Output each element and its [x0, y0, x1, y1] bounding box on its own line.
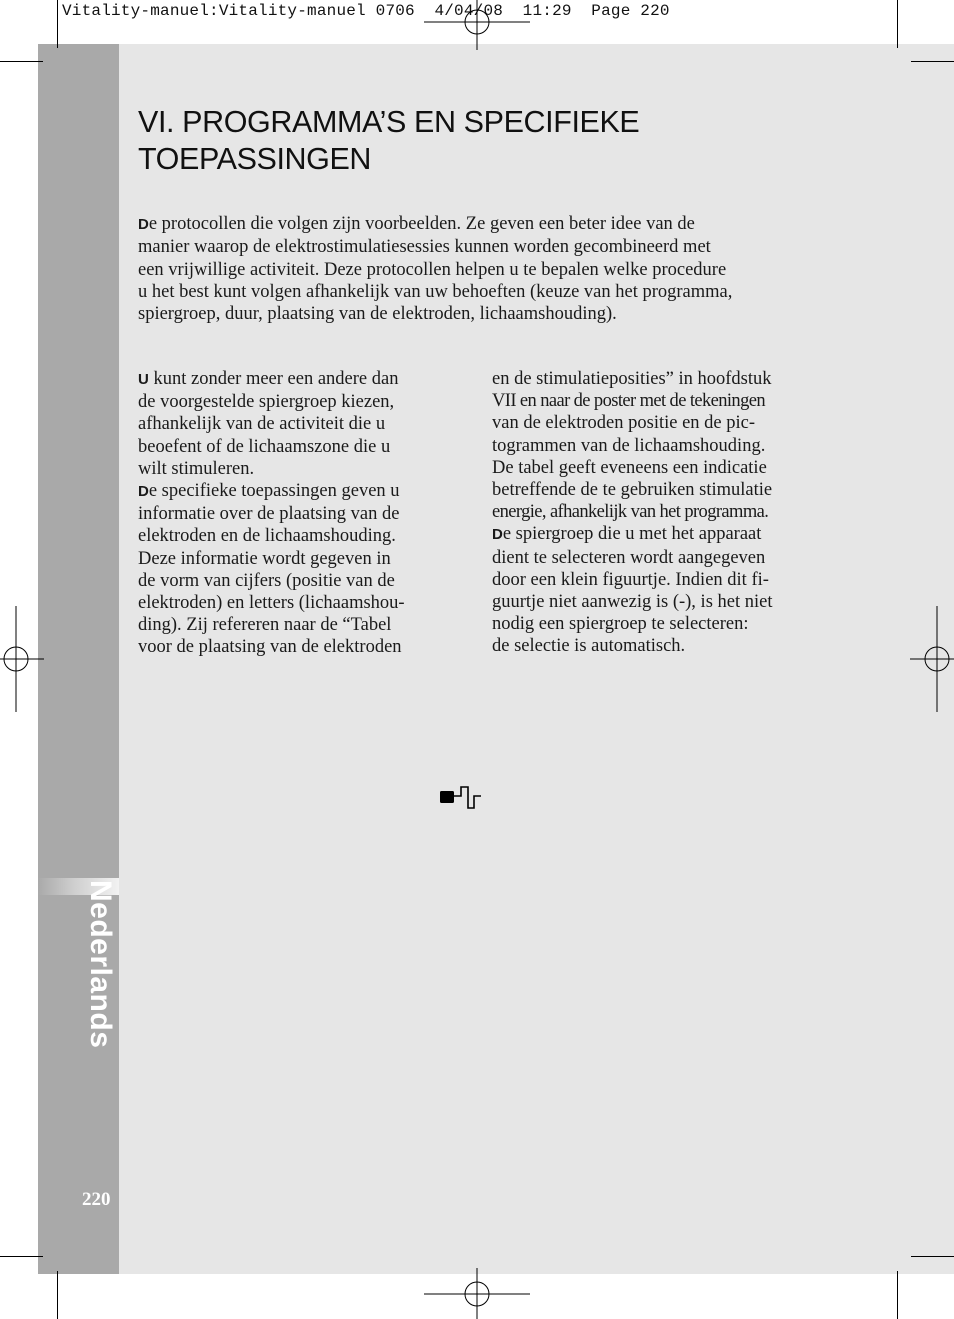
intro-dropcap: D [138, 216, 149, 233]
body-line: voor de plaatsing van de elektroden [138, 637, 402, 658]
language-label [57, 880, 117, 1060]
body-line: van de elektroden positie en de pic- [492, 413, 756, 434]
registration-mark-icon [424, 0, 530, 50]
body-line: e specifieke toepassingen geven u [148, 481, 400, 502]
body-line: de vorm van cijfers (positie van de [138, 570, 395, 591]
crop-mark [911, 61, 954, 62]
body-line: beoefent of de lichaamszone die u [138, 436, 391, 457]
registration-mark-icon [910, 606, 954, 712]
right-para2-dropcap: D [492, 526, 503, 544]
body-line: ding). Zij refereren naar de “Tabel [138, 615, 392, 636]
intro-line: spiergroep, duur, plaatsing van de elektroden, lichaamshouding). [138, 304, 617, 325]
section-title-line-2: TOEPASSINGEN [138, 142, 372, 176]
intro-line: e protocollen die volgen zijn voorbeelden. Ze geven een beter idee van de [148, 214, 695, 234]
intro-line: een vrijwillige activiteit. Deze protocollen helpen u te bepalen welke procedure [138, 259, 727, 280]
left-para1-dropcap: U [138, 371, 149, 388]
section-title [138, 104, 838, 178]
sidebar [38, 44, 119, 1274]
left-paragraph-2 [138, 480, 458, 659]
left-paragraph-1 [138, 368, 458, 480]
body-line: togrammen van de lichaamshouding. [492, 435, 766, 456]
crop-mark [0, 61, 43, 62]
stimulation-pulse-icon [439, 785, 485, 811]
section-title-line-1: VI. PROGRAMMA’S EN SPECIFIEKE [138, 105, 640, 139]
body-line: de selectie is automatisch. [492, 636, 686, 657]
crop-mark [897, 0, 898, 48]
body-line: De tabel geeft eveneens een indicatie [492, 457, 767, 478]
body-line: Deze informatie wordt gegeven in [138, 548, 391, 569]
body-line: elektroden en de lichaamshouding. [138, 526, 396, 547]
intro-paragraph [138, 213, 828, 325]
body-line: informatie over de plaatsing van de [138, 504, 400, 525]
body-line: energie, afhankelijk van het programma. [492, 502, 769, 523]
crop-mark [57, 1271, 58, 1319]
intro-line: u het best kunt volgen afhankelijk van uw behoeften (keuze van het programma, [138, 281, 733, 302]
body-line: wilt stimuleren. [138, 458, 255, 479]
body-line: VII en naar de poster met de tekeningen [492, 391, 765, 412]
crop-mark [911, 1256, 954, 1257]
left-para2-dropcap: D [138, 483, 149, 501]
body-line: afhankelijk van de activiteit die u [138, 414, 386, 435]
right-paragraph-2 [492, 523, 822, 657]
body-line: e spiergroep die u met het apparaat [502, 524, 762, 545]
crop-mark [897, 1271, 898, 1319]
body-line: elektroden) en letters (lichaamshou- [138, 593, 405, 614]
left-column [138, 368, 458, 659]
right-paragraph-1 [492, 368, 822, 523]
registration-mark-icon [424, 1268, 530, 1319]
body-line: de voorgestelde spiergroep kiezen, [138, 392, 395, 413]
body-line: betreffende de te gebruiken stimulatie [492, 480, 773, 501]
body-line: en de stimulatieposities” in hoofdstuk [492, 369, 772, 389]
print-slug-line: Vitality-manuel:Vitality-manuel 0706 4/04/08 11:29 Page 220 [62, 2, 670, 20]
body-line: guurtje niet aanwezig is (-), is het niet [492, 592, 773, 613]
crop-mark [57, 0, 58, 48]
body-line: kunt zonder meer een andere dan [148, 369, 399, 389]
intro-line: manier waarop de elektrostimulatiesessies kunnen worden gecombineerd met [138, 237, 711, 258]
body-line: dient te selecteren wordt aangegeven [492, 547, 766, 568]
page-number: 220 [82, 1189, 111, 1210]
registration-mark-icon [0, 606, 44, 712]
language-label-text: Nederlands [84, 880, 117, 1049]
body-line: door een klein figuurtje. Indien dit fi- [492, 569, 769, 590]
crop-mark [0, 1256, 43, 1257]
right-column [492, 368, 822, 658]
body-line: nodig een spiergroep te selecteren: [492, 614, 749, 635]
